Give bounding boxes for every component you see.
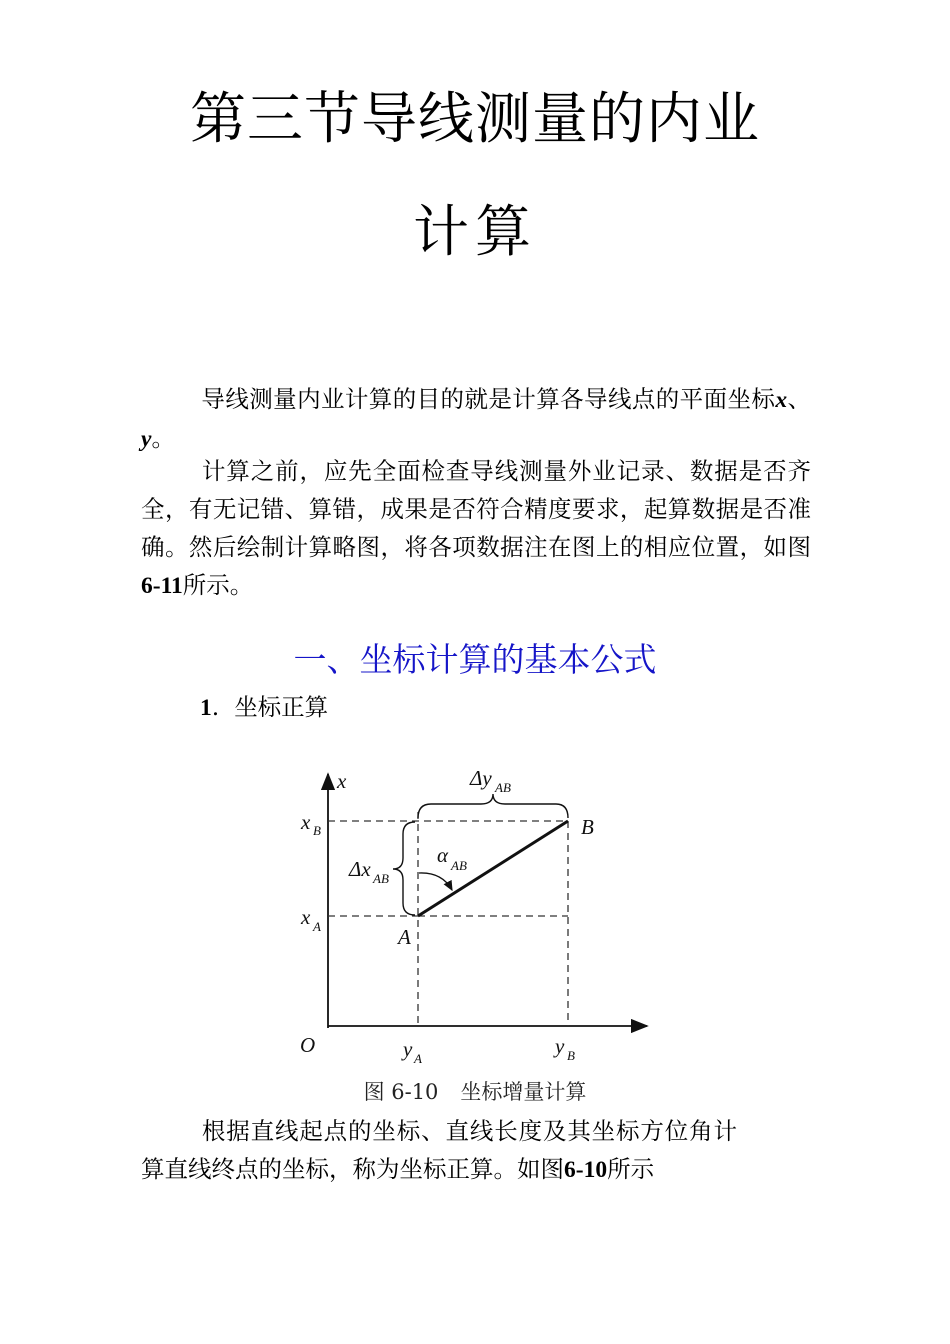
subsection-dot: . <box>211 693 220 721</box>
alpha-subscript: AB <box>451 858 467 873</box>
subsection-heading <box>200 688 328 722</box>
coord-x-label: x <box>775 387 788 413</box>
separator: 、 <box>787 385 812 413</box>
paragraph-check <box>141 452 811 605</box>
origin-label: O <box>300 1033 316 1057</box>
page-title-line-1: 第三节导线测量的内业 <box>190 87 760 152</box>
x-axis-label: x <box>337 769 347 793</box>
page-title-line-2: 计算 <box>413 200 537 265</box>
xA-label: x <box>301 905 311 929</box>
xA-subscript: A <box>313 919 321 934</box>
figure-reference-2: 6-10 <box>564 1157 608 1183</box>
figure-caption <box>0 1076 950 1106</box>
delta-y-brace <box>418 794 568 818</box>
coordinate-increment-figure <box>285 760 665 1080</box>
delta-x-subscript: AB <box>373 871 389 886</box>
figure-reference: 6-11 <box>141 573 183 599</box>
subsection-title: 坐标正算 <box>234 693 329 721</box>
paragraph-purpose-text: 导线测量内业计算的目的就是计算各导线点的平面坐标 <box>201 385 776 413</box>
delta-y-label: Δy <box>470 766 492 790</box>
delta-y-subscript: AB <box>495 780 511 795</box>
xB-label: x <box>301 810 311 834</box>
yA-subscript: A <box>414 1051 422 1066</box>
alpha-label: α <box>437 843 449 867</box>
yB-label: y <box>555 1034 565 1058</box>
paragraph-purpose <box>141 380 811 458</box>
azimuth-arc-arrow <box>419 873 452 890</box>
delta-x-label: Δx <box>349 857 371 881</box>
period: 。 <box>151 424 175 452</box>
coord-y-label: y <box>141 426 152 452</box>
paragraph-forward-end: 所示 <box>607 1155 655 1183</box>
delta-x-brace <box>393 822 415 915</box>
paragraph-forward-calculation <box>141 1112 737 1189</box>
subsection-number: 1 <box>200 695 212 721</box>
paragraph-check-text: 计算之前，应先全面检查导线测量外业记录、数据是否齐全，有无记错、算错，成果是否符合精度要求，起算数据是否准确。然后绘制计算略图，将各项数据注在图上的相应位置，如图 <box>141 457 811 561</box>
yB-subscript: B <box>567 1048 575 1063</box>
figure-caption-text: 坐标增量计算 <box>460 1080 587 1104</box>
paragraph-forward-text: 根据直线起点的坐标、直线长度及其坐标方位角计算直线终点的坐标，称为坐标正算。如图 <box>141 1117 737 1183</box>
yA-label: y <box>403 1037 413 1061</box>
figure-caption-number: 图 6-10 <box>363 1080 439 1104</box>
xB-subscript: B <box>313 823 321 838</box>
point-A-label: A <box>398 925 411 949</box>
line-AB <box>418 821 568 916</box>
paragraph-check-end: 所示。 <box>182 571 254 599</box>
point-B-label: B <box>581 815 594 839</box>
section-heading: 一、坐标计算的基本公式 <box>293 640 657 679</box>
